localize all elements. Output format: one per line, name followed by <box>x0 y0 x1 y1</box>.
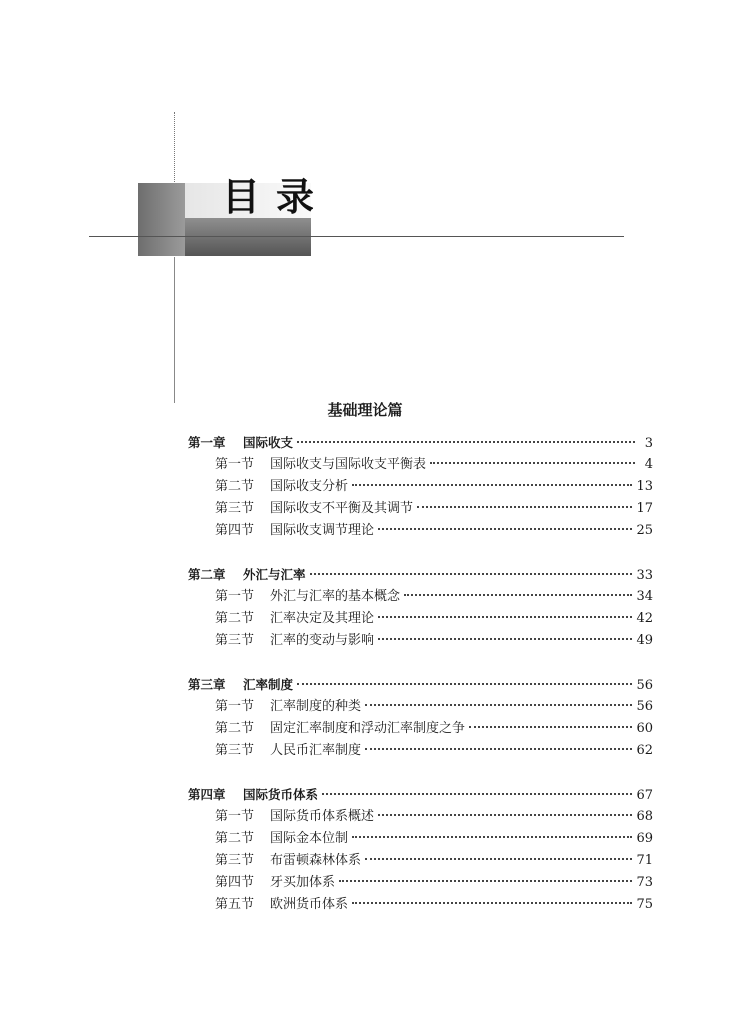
dot-leader <box>404 594 632 596</box>
toc-section-entry[interactable] <box>188 828 653 850</box>
chapter-group <box>188 432 653 542</box>
toc-section-entry-title: 人民币汇率制度 <box>270 743 362 758</box>
toc-chapter-entry-title: 外汇与汇率 <box>243 567 306 582</box>
dot-leader <box>378 528 632 530</box>
dot-leader <box>365 704 632 706</box>
dot-leader <box>430 462 635 464</box>
toc-section-entry-number: 第三节 <box>215 853 255 868</box>
toc-chapter-entry-number: 第一章 <box>188 435 226 450</box>
toc-chapter-entry-page-number: 67 <box>636 788 653 803</box>
dot-leader <box>352 484 632 486</box>
toc-section-entry-page-number: 17 <box>636 501 653 516</box>
toc-section-entry-page-number: 69 <box>636 831 653 846</box>
toc-section-entry-number: 第三节 <box>215 501 255 516</box>
toc-chapter-entry-title: 国际收支 <box>243 435 294 450</box>
toc-section-entry[interactable] <box>188 520 653 542</box>
toc-section-entry[interactable] <box>188 476 653 498</box>
section-heading: 基础理论篇 <box>327 401 403 419</box>
chapter-group <box>188 564 653 652</box>
toc-chapter-entry-title: 国际货币体系 <box>243 787 319 802</box>
toc-section-entry-title: 国际收支分析 <box>270 479 349 494</box>
dot-leader <box>365 858 632 860</box>
dot-leader <box>339 880 632 882</box>
toc-section-entry-title: 国际收支与国际收支平衡表 <box>270 457 427 472</box>
toc-section-entry-title: 欧洲货币体系 <box>270 897 349 912</box>
toc-section-entry-number: 第一节 <box>215 699 255 714</box>
decorative-vertical-line-bottom <box>174 257 175 403</box>
toc-section-entry-number: 第三节 <box>215 743 255 758</box>
toc-section-entry-number: 第四节 <box>215 875 255 890</box>
toc-section-entry-page-number: 42 <box>636 611 653 626</box>
toc-section-entry[interactable] <box>188 608 653 630</box>
dot-leader <box>417 506 632 508</box>
toc-section-entry-number: 第一节 <box>215 589 255 604</box>
toc-chapter-entry[interactable] <box>188 674 653 696</box>
toc-section-entry-number: 第四节 <box>215 523 255 538</box>
toc-section-entry-page-number: 68 <box>636 809 653 824</box>
toc-section-entry-title: 国际收支不平衡及其调节 <box>270 501 414 516</box>
toc-chapter-entry[interactable] <box>188 564 653 586</box>
toc-section-entry-page-number: 56 <box>636 699 653 714</box>
toc-section-entry[interactable] <box>188 850 653 872</box>
toc-chapter-entry-number: 第三章 <box>188 677 226 692</box>
toc-section-entry-title: 布雷顿森林体系 <box>270 853 362 868</box>
chapter-group <box>188 674 653 762</box>
toc-section-entry[interactable] <box>188 696 653 718</box>
toc-section-entry[interactable] <box>188 718 653 740</box>
toc-section-entry-title: 固定汇率制度和浮动汇率制度之争 <box>270 721 466 736</box>
toc-section-entry-page-number: 49 <box>636 633 653 648</box>
title-banner-shadow <box>185 218 311 256</box>
toc-section-entry[interactable] <box>188 454 653 476</box>
dot-leader <box>310 573 633 575</box>
toc-section-entry-number: 第一节 <box>215 809 255 824</box>
toc-section-entry-page-number: 60 <box>636 721 653 736</box>
toc-chapter-entry-number: 第二章 <box>188 567 226 582</box>
toc-section-entry-number: 第一节 <box>215 457 255 472</box>
table-of-contents <box>188 432 653 938</box>
toc-section-entry-title: 国际货币体系概述 <box>270 809 375 824</box>
dot-leader <box>378 638 632 640</box>
toc-section-entry-number: 第二节 <box>215 721 255 736</box>
toc-chapter-entry-title: 汇率制度 <box>243 677 294 692</box>
dot-leader <box>352 902 632 904</box>
dot-leader <box>297 683 632 685</box>
toc-section-entry-page-number: 34 <box>636 589 653 604</box>
dot-leader <box>378 616 632 618</box>
toc-section-entry-title: 外汇与汇率的基本概念 <box>270 589 401 604</box>
toc-chapter-entry-page-number: 33 <box>636 568 653 583</box>
dot-leader <box>378 814 632 816</box>
toc-section-entry[interactable] <box>188 498 653 520</box>
toc-chapter-entry[interactable] <box>188 432 653 454</box>
dot-leader <box>322 793 632 795</box>
toc-section-entry-title: 汇率决定及其理论 <box>270 611 375 626</box>
toc-section-entry-page-number: 4 <box>644 457 653 472</box>
toc-section-entry-title: 汇率制度的种类 <box>270 699 362 714</box>
toc-section-entry-page-number: 73 <box>636 875 653 890</box>
toc-section-entry-title: 国际金本位制 <box>270 831 349 846</box>
toc-section-entry[interactable] <box>188 806 653 828</box>
toc-section-entry-number: 第三节 <box>215 633 255 648</box>
dot-leader <box>352 836 632 838</box>
decorative-vertical-line-top <box>174 112 175 182</box>
toc-section-entry-page-number: 13 <box>636 479 653 494</box>
toc-section-entry-page-number: 71 <box>636 853 653 868</box>
toc-section-entry-title: 牙买加体系 <box>270 875 336 890</box>
toc-section-entry-title: 汇率的变动与影响 <box>270 633 375 648</box>
page-title: 目录 <box>222 175 331 219</box>
toc-section-entry-title: 国际收支调节理论 <box>270 523 375 538</box>
toc-section-entry-page-number: 62 <box>636 743 653 758</box>
toc-chapter-entry-page-number: 3 <box>644 436 653 451</box>
toc-section-entry-number: 第二节 <box>215 611 255 626</box>
toc-chapter-entry-number: 第四章 <box>188 787 226 802</box>
toc-section-entry-number: 第二节 <box>215 479 255 494</box>
dot-leader <box>469 726 632 728</box>
toc-section-entry[interactable] <box>188 894 653 916</box>
toc-section-entry[interactable] <box>188 630 653 652</box>
toc-section-entry[interactable] <box>188 740 653 762</box>
toc-section-entry-number: 第五节 <box>215 897 255 912</box>
toc-section-entry-page-number: 25 <box>636 523 653 538</box>
dot-leader <box>297 441 635 443</box>
toc-chapter-entry[interactable] <box>188 784 653 806</box>
toc-section-entry[interactable] <box>188 586 653 608</box>
toc-chapter-entry-page-number: 56 <box>636 678 653 693</box>
decorative-horizontal-line <box>89 236 624 237</box>
toc-section-entry[interactable] <box>188 872 653 894</box>
dot-leader <box>365 748 632 750</box>
toc-section-entry-page-number: 75 <box>636 897 653 912</box>
chapter-group <box>188 784 653 916</box>
toc-section-entry-number: 第二节 <box>215 831 255 846</box>
